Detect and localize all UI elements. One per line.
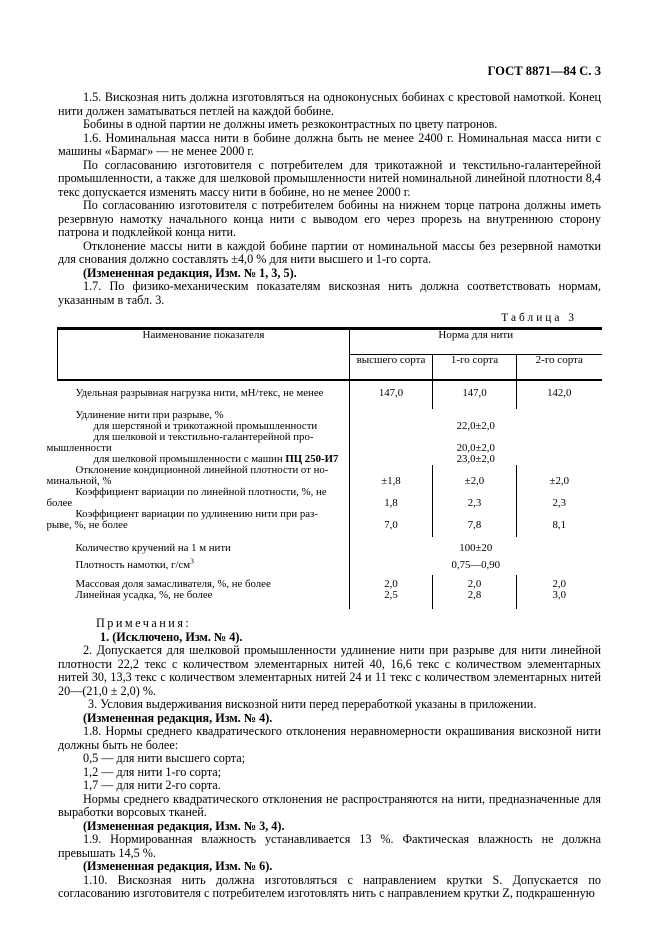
grade-list-item-1: 1,2 — для нити 1-го сорта; <box>83 764 222 779</box>
cell-value: 2,3 <box>467 497 482 509</box>
cell-value: 2,5 <box>350 590 433 609</box>
cell-value-wrap <box>350 509 433 537</box>
row-label: Массовая доля замасливателя, %, не более <box>75 578 271 590</box>
row-sublabel-cont: мышленности <box>46 442 112 454</box>
page-header: ГОСТ 8871—84 С. 3 <box>487 64 601 78</box>
norms-table <box>46 327 602 609</box>
paragraph-1-8: 1.8. Нормы среднего квадратического отклонения неравномерности окрашивания вискозной нити должны быть не более: <box>58 724 601 752</box>
cell-merged-value: 0,75—0,90 <box>350 554 602 575</box>
cell-value: 23,0±2,0 <box>456 453 495 465</box>
row-label-text: Плотность намотки, г/см <box>75 559 191 571</box>
note-2: 2. Допускается для шелковой промышленности удлинение нити при разрыве для нити линейной плотности 22,2 текс с количеством элементарных нитей 40, 16,6 текс с количеством элементарных нитей 30, 13,3 текс с количеством элементарных нитей 24 и 11 текс с количеством элементарных нитей 20—(21,0 ± 2,0) %. <box>58 643 601 698</box>
row-label: Отклонение кондиционной линейной плотности от но- <box>75 464 329 476</box>
table-row-twist-count <box>58 537 602 554</box>
machine-model: ПЦ 250-И7 <box>285 453 339 465</box>
table-caption: Таблица 3 <box>501 312 577 324</box>
cell-value: ±1,8 <box>381 475 401 487</box>
cell-value: 2,0 <box>350 575 433 590</box>
body-section-bottom <box>58 712 601 901</box>
row-label: Коэффициент вариации по удлинению нити при раз- <box>75 508 318 520</box>
paragraph-bobbins: Бобины в одной партии не должны иметь резкоконтрастных по цвету патронов. <box>83 117 498 131</box>
table-row-elongation <box>58 409 602 465</box>
superscript: 3 <box>190 556 194 566</box>
notes-heading: Примечания: <box>96 616 192 630</box>
row-label: Количество кручений на 1 м нити <box>75 542 231 554</box>
cell-value-wrap <box>350 465 433 487</box>
amendment-note-4: (Измененная редакция, Изм. № 4). <box>83 710 273 725</box>
cell-value: 20,0±2,0 <box>456 442 495 454</box>
cell-value: 1,8 <box>384 497 398 509</box>
cell-value: 7,8 <box>467 519 482 531</box>
column-header-grade-1: 1-го сорта <box>433 355 517 381</box>
row-label-cont: более <box>46 497 73 509</box>
cell-value-wrap <box>433 509 517 537</box>
cell-value-wrap <box>350 487 433 509</box>
column-header-group: Норма для нити <box>350 329 602 355</box>
notes-section <box>58 617 601 712</box>
column-header-name: Наименование показателя <box>58 329 350 381</box>
note-1: 1. (Исключено, Изм. № 4). <box>100 629 243 644</box>
row-label-cont: минальной, % <box>46 475 112 487</box>
cell-merged-value: 100±20 <box>350 537 602 554</box>
paragraph-mass-deviation: Отклонение массы нити в каждой бобине партии от номинальной массы без резервной намотки для снования должно составлять ±4,0 % для нити высшего и 1-го сорта. <box>58 238 601 266</box>
note-3: 3. Условия выдерживания вискозной нити перед переработкой указаны в приложении. <box>88 697 537 711</box>
cell-value-wrap <box>517 465 602 487</box>
table-row-winding-density <box>58 554 602 575</box>
row-label <box>58 556 350 571</box>
table-row-cv-elongation <box>58 509 602 537</box>
paragraph-1-5: 1.5. Вискозная нить должна изготовляться на одноконусных бобинах с крестовой намоткой. Конец нити должен заматываться петлей на каждой бобине. <box>58 90 601 118</box>
cell-value: 2,3 <box>552 497 567 509</box>
cell-value: 2,0 <box>517 575 602 590</box>
paragraph-1-7: 1.7. По физико-механическим показателям вискозная нить должна соответствовать нормам, указанным в табл. 3. <box>58 279 601 307</box>
column-header-grade-top: высшего сорта <box>350 355 433 381</box>
cell-value: 142,0 <box>517 380 602 409</box>
cell-value: ±2,0 <box>464 475 485 487</box>
table-row-density-deviation <box>58 465 602 487</box>
table-row-oiling-agent <box>58 575 602 590</box>
table-row-cv-density <box>58 487 602 509</box>
cell-value: 22,0±2,0 <box>456 420 495 432</box>
table-row-breaking-load <box>58 380 602 409</box>
column-header-grade-2: 2-го сорта <box>517 355 602 381</box>
amendment-note-1-3-5: (Измененная редакция, Изм. № 1, 3, 5). <box>83 265 297 280</box>
cell-value: ±2,0 <box>549 475 569 487</box>
amendment-note-6: (Измененная редакция, Изм. № 6). <box>83 859 273 873</box>
grade-list-item-2: 1,7 — для нити 2-го сорта. <box>83 778 221 792</box>
row-sublabel-text: для шелковой промышленности с машин <box>93 453 286 465</box>
cell-value: 8,1 <box>552 519 567 531</box>
amendment-note-3-4: (Измененная редакция, Изм. № 3, 4). <box>83 818 285 833</box>
cell-merged-values <box>350 409 602 465</box>
row-label: Удлинение нити при разрыве, % <box>75 409 224 421</box>
cell-value-wrap <box>433 465 517 487</box>
grade-list-item-top: 0,5 — для нити высшего сорта; <box>83 751 246 765</box>
paragraph-norms-exception: Нормы среднего квадратического отклонения не распространяются на нити, предназначенные для выработки ворсовых тканей. <box>58 791 601 819</box>
cell-value: 2,8 <box>433 590 517 609</box>
paragraph-agreement-knit: По согласованию изготовителя с потребителем для трикотажной и текстильно-галантерейной промышленности, а также для шелковой промышленности нитей номинальной линейной плотности 8,4 текс допускается изменять массу нити в бобине, но не менее 2000 г. <box>58 157 601 199</box>
paragraph-1-6: 1.6. Номинальная масса нити в бобине должна быть не менее 2400 г. Номинальная масса нити с машины «Бармаг» — не менее 2000 г. <box>58 130 601 158</box>
row-label: Линейная усадка, %, не более <box>75 589 213 601</box>
cell-value: 3,0 <box>517 590 602 609</box>
paragraph-1-10: 1.10. Вискозная нить должна изготовляться с направлением крутки S. Допускается по согласованию изготовителя с потребителем изготовлять нить с направлением крутки Z, подкрашенную <box>58 872 601 900</box>
table-row-linear-shrinkage <box>58 590 602 609</box>
cell-value: 2,0 <box>433 575 517 590</box>
cell-value-wrap <box>433 487 517 509</box>
row-label: Удельная разрывная нагрузка нити, мН/текс, не менее <box>75 387 324 399</box>
cell-value: 7,0 <box>384 519 398 531</box>
cell-value: 147,0 <box>350 380 433 409</box>
body-section-top <box>58 91 601 307</box>
row-sublabel: для шелковой и текстильно-галантерейной про- <box>93 431 314 443</box>
row-sublabel: для шерстяной и трикотажной промышленности <box>93 420 318 432</box>
row-label: Коэффициент вариации по линейной плотности, %, не <box>75 486 327 498</box>
paragraph-1-9: 1.9. Нормированная влажность устанавливается 13 %. Фактическая влажность не должна превышать 14,5 %. <box>58 832 601 860</box>
cell-value: 147,0 <box>433 380 517 409</box>
paragraph-agreement-bobbin: По согласованию изготовителя с потребителем бобины на нижнем торце патрона должны иметь резервную намотку начального конца нити с выводом его через прорезь на внутреннюю сторону патрона и подклейкой конца нити. <box>58 198 601 239</box>
cell-value-wrap <box>517 509 602 537</box>
cell-value-wrap <box>517 487 602 509</box>
row-label-cont: рыве, %, не более <box>46 519 128 531</box>
table-header-row-1 <box>58 329 602 355</box>
